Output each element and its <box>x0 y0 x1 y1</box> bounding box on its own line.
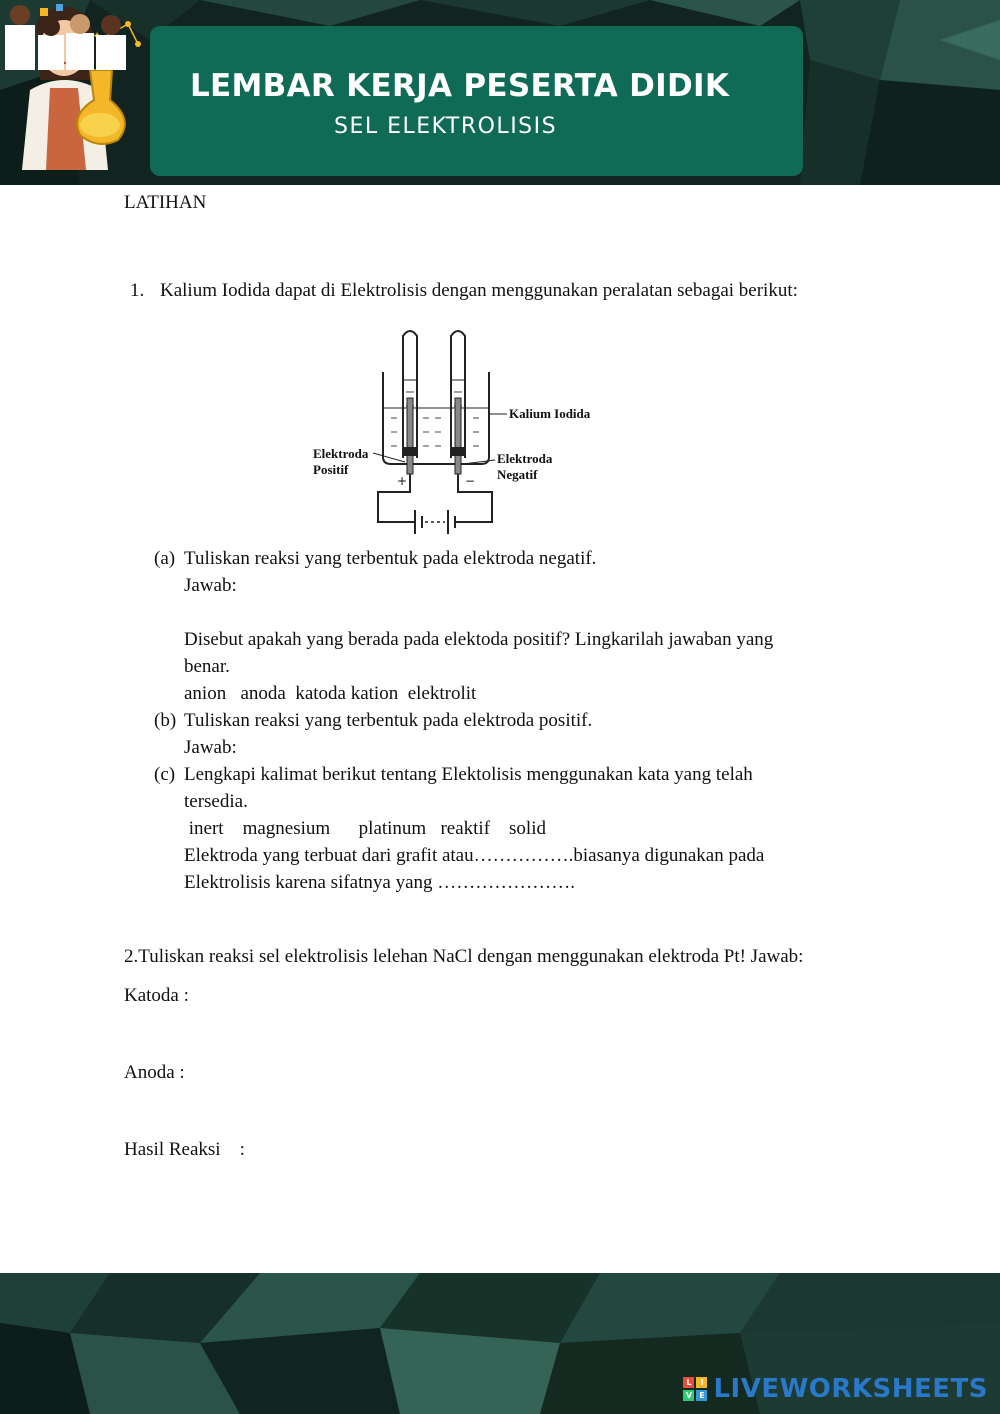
plus-sign: + <box>397 474 408 488</box>
logo-squares-icon: L I V E <box>683 1377 707 1401</box>
question-1-number: 1. <box>130 280 145 301</box>
part-b-marker: (b) <box>154 710 177 731</box>
part-c-word-bank: inert magnesium platinum reaktif solid <box>184 818 546 839</box>
anoda-label: Anoda : <box>124 1062 185 1083</box>
label-kalium-iodida: Kalium Iodida <box>509 406 591 421</box>
minus-sign: − <box>465 474 476 488</box>
part-c-question-line1: Lengkapi kalimat berikut tentang Elektolisis menggunakan kata yang telah <box>184 764 753 785</box>
hasil-reaksi-label: Hasil Reaksi : <box>124 1139 245 1160</box>
label-elektroda-negatif-1: Elektroda <box>497 451 553 466</box>
worksheet-title: LEMBAR KERJA PESERTA DIDIK <box>190 68 730 104</box>
liveworksheets-logo[interactable] <box>683 1374 988 1404</box>
question-1-text: Kalium Iodida dapat di Elektrolisis dengan menggunakan peralatan sebagai berikut: <box>160 280 798 301</box>
part-a-question: Tuliskan reaksi yang terbentuk pada elektroda negatif. <box>184 548 597 569</box>
part-a-marker: (a) <box>154 548 176 569</box>
question-2-text: 2.Tuliskan reaksi sel elektrolisis lelehan NaCl dengan menggunakan elektroda Pt! Jawab: <box>124 946 804 967</box>
katoda-label: Katoda : <box>124 985 189 1006</box>
section-title: LATIHAN <box>124 192 207 213</box>
title-banner <box>150 26 803 176</box>
students-illustration <box>0 0 135 70</box>
part-c-sentence-line1: Elektroda yang terbuat dari grafit atau…………….biasanya digunakan pada <box>184 845 765 866</box>
part-c-sentence-line2: Elektrolisis karena sifatnya yang …………………. <box>184 872 576 893</box>
electrolysis-apparatus-diagram <box>305 322 615 544</box>
header-background <box>0 0 1000 185</box>
part-b-answer-label: Jawab: <box>184 737 237 758</box>
part-a-answer-label: Jawab: <box>184 575 237 596</box>
part-b-question: Tuliskan reaksi yang terbentuk pada elektroda positif. <box>184 710 593 731</box>
part-a-followup-line2: benar. <box>184 656 230 677</box>
part-a-options: anion anoda katoda kation elektrolit <box>184 683 477 704</box>
part-c-question-line2: tersedia. <box>184 791 248 812</box>
part-a-followup-line1: Disebut apakah yang berada pada elektoda positif? Lingkarilah jawaban yang <box>184 629 774 650</box>
label-elektroda-positif-2: Positif <box>313 462 349 477</box>
worksheet-subtitle: SEL ELEKTROLISIS <box>334 114 558 139</box>
label-elektroda-positif-1: Elektroda <box>313 446 369 461</box>
label-elektroda-negatif-2: Negatif <box>497 467 538 482</box>
footer-background <box>0 1273 1000 1414</box>
part-c-marker: (c) <box>154 764 176 785</box>
liveworksheets-text: LIVEWORKSHEETS <box>713 1374 988 1404</box>
